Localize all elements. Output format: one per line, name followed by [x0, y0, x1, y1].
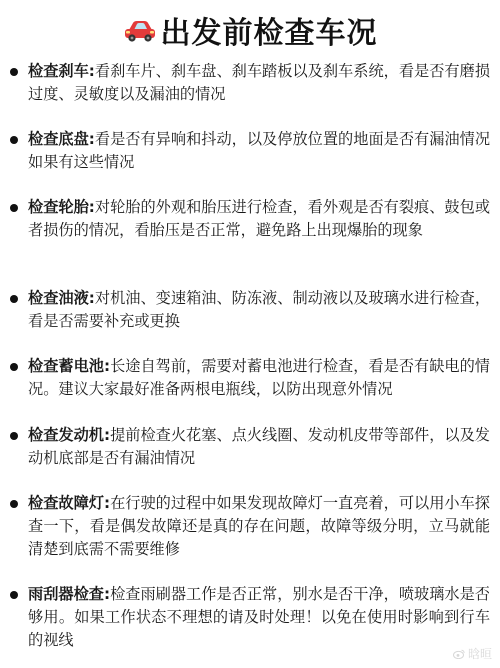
bullet [10, 204, 18, 212]
item-text [28, 196, 490, 242]
item-body: 长途自驾前，需要对蓄电池进行检查，看是否有缺电的情况。建议大家最好准备两根电瓶线，以防出现意外情况 [28, 357, 490, 398]
item-body: 检查雨刷器工作是否正常，别水是否干净，喷玻璃水是否够用。如果工作状态不理想的请及时处理！以免在使用时影响到行车的视线 [28, 585, 490, 649]
item-text [28, 583, 490, 652]
item-body: 看是否有异响和抖动，以及停放位置的地面是否有漏油情况如果有这些情况 [28, 130, 491, 171]
item-text [28, 492, 490, 561]
item-label: 检查油液: [28, 289, 95, 307]
item-label: 检查蓄电池: [28, 357, 111, 375]
bullet [10, 591, 18, 599]
item-label: 检查故障灯: [28, 494, 111, 512]
title-row [0, 8, 500, 52]
item-text [28, 355, 490, 401]
item-text [28, 60, 490, 106]
item-text [28, 424, 490, 470]
bullet [10, 136, 18, 144]
item-body: 在行驶的过程中如果发现故障灯一直亮着，可以用小车探查一下，看是偶发故障还是真的存在问题，故障等级分明，立马就能清楚到底需不需要维修 [28, 494, 490, 558]
item-body: 提前检查火花塞、点火线圈、发动机皮带等部件，以及发动机底部是否有漏油情况 [28, 426, 490, 467]
bullet [10, 363, 18, 371]
watermark-text: 晗晅 [467, 647, 492, 661]
weibo-icon [453, 649, 465, 659]
item-label: 检查发动机: [28, 426, 111, 444]
item-text [28, 128, 490, 174]
page-title: 出发前检查车况 [160, 16, 378, 51]
item-text [28, 287, 490, 333]
item-label: 检查刹车: [28, 62, 95, 80]
item-label: 检查轮胎: [28, 198, 95, 216]
car-icon [123, 16, 157, 44]
bullet [10, 432, 18, 440]
item-body: 对轮胎的外观和胎压进行检查，看外观是否有裂痕、鼓包或者损伤的情况，看胎压是否正常，避免路上出现爆胎的现象 [28, 198, 491, 239]
bullet [10, 295, 18, 303]
item-body: 看刹车片、刹车盘、刹车踏板以及刹车系统，看是否有磨损过度、灵敏度以及漏油的情况 [28, 62, 491, 103]
item-label: 检查底盘: [28, 130, 95, 148]
bullet [10, 500, 18, 508]
item-label: 雨刮器检查: [28, 585, 111, 603]
bullet [10, 68, 18, 76]
item-body: 对机油、变速箱油、防冻液、制动液以及玻璃水进行检查，看是否需要补充或更换 [28, 289, 491, 330]
watermark [453, 645, 492, 662]
